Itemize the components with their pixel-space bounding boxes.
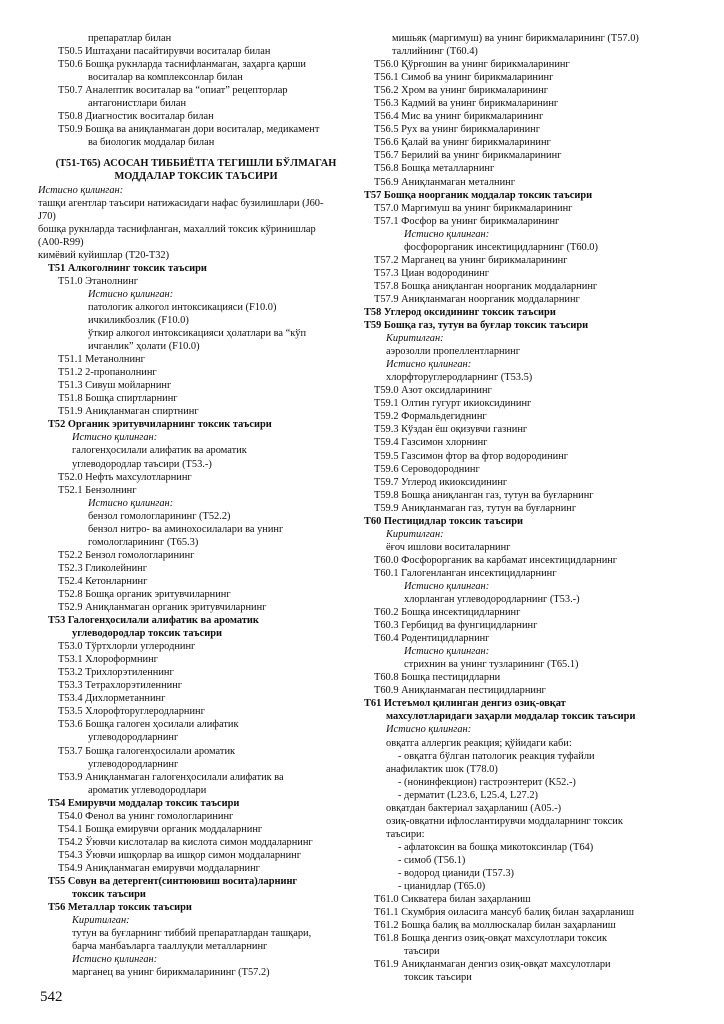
text-line: анафилактик шок (T78.0) bbox=[386, 763, 498, 775]
text-line: патологик алкогол интоксикацияси (F10.0) bbox=[88, 301, 277, 313]
text-line: T51.2 2-пропанолнинг bbox=[58, 367, 157, 379]
text-line: T56.2 Хром ва унинг бирикмаларининг bbox=[374, 85, 549, 97]
text-line: - овқатга бўлган патологик реакция туфайли bbox=[398, 750, 595, 762]
text-line: ичганлик” ҳолати (F10.0) bbox=[88, 341, 200, 353]
text-line: углеводородларнинг bbox=[88, 732, 179, 744]
text-line: - симоб (T56.1) bbox=[398, 854, 466, 866]
text-line: - (нонинфекцион) гастроэнтерит (K52.-) bbox=[398, 776, 576, 788]
text-line: T53.0 Тўртхлорли углероднинг bbox=[58, 641, 196, 653]
text-line: T52.8 Бошқа органик эритувчиларнинг bbox=[58, 588, 231, 600]
text-line: T56.6 Қалай ва унинг бирикмаларининг bbox=[374, 137, 551, 149]
text-line: бензол гомологларининг (T52.2) bbox=[88, 510, 231, 522]
text-line: кимёвий куйишлар (T20-T32) bbox=[38, 249, 170, 261]
text-line: ўткир алкогол интоксикацияси ҳолатлари ва “кўп bbox=[88, 328, 307, 340]
text-line: тутун ва буғларнинг тиббий препаратлардан ташқари, bbox=[72, 928, 312, 940]
text-line: T54.9 Аниқланмаган емирувчи моддаларнинг bbox=[58, 862, 260, 874]
text-line: - цианидлар (T65.0) bbox=[398, 881, 486, 893]
section-heading: токсик таъсири bbox=[72, 889, 146, 901]
text-line: T54.2 Ўювчи кислоталар ва кислота симон моддаларнинг bbox=[58, 836, 313, 848]
section-heading: T55 Совун ва детергент(синтюювиш восита)ларнинг bbox=[48, 876, 298, 887]
text-line: T59.0 Азот оксидларининг bbox=[374, 385, 492, 397]
text-line: T52.4 Кетонларнинг bbox=[58, 575, 148, 587]
text-line: T59.2 Формальдегиднинг bbox=[374, 411, 487, 423]
section-heading: T59 Бошқа газ, тутун ва буғлар токсик таъсири bbox=[364, 320, 589, 332]
text-line: T57.3 Циан водородининг bbox=[374, 267, 490, 279]
note-label: Истисно қилинган: bbox=[404, 228, 490, 240]
text-line: гомологларининг (T65.3) bbox=[88, 536, 199, 548]
note-label: Истисно қилинган: bbox=[404, 580, 490, 592]
text-line: препаратлар билан bbox=[88, 33, 172, 44]
page-number: 542 bbox=[40, 989, 63, 1005]
text-line: T53.7 Бошқа галогенҳосилали ароматик bbox=[58, 745, 236, 757]
section-heading: T52 Органик эритувчиларнинг токсик таъсири bbox=[48, 419, 272, 431]
text-line: T57.2 Марганец ва унинг бирикмаларининг bbox=[374, 254, 568, 266]
text-line: - афлатоксин ва бошқа микотоксинлар (T64) bbox=[398, 841, 594, 853]
text-line: T61.1 Скумбрия оиласига мансуб балиқ билан заҳарланиш bbox=[374, 907, 634, 919]
left-column bbox=[38, 32, 354, 979]
text-line: токсик таъсири bbox=[404, 972, 472, 984]
text-line: T59.1 Олтин гугурт икиоксидининг bbox=[374, 398, 532, 410]
text-line: - дерматит (L23.6, L25.4, L27.2) bbox=[398, 789, 538, 801]
note-label: Истисно қилинган: bbox=[386, 359, 472, 371]
text-line: T50.8 Диагностик воситалар билан bbox=[58, 111, 214, 123]
text-line: T56.1 Симоб ва унинг бирикмаларининг bbox=[374, 72, 554, 84]
text-line: T59.4 Газсимон хлорнинг bbox=[374, 437, 488, 449]
text-line: T54.1 Бошқа емирувчи органик моддаларнинг bbox=[58, 823, 263, 835]
text-line: ичкиликбозлик (F10.0) bbox=[88, 314, 189, 326]
text-line: ва биологик моддалар билан bbox=[88, 137, 215, 149]
text-line: хлорфторуглеродларнинг (T53.5) bbox=[386, 372, 533, 384]
text-line: таллийнинг (T60.4) bbox=[392, 46, 478, 58]
text-line: ташқи агентлар таъсири натижасидаги нафас бузилишлари (J60- bbox=[38, 197, 324, 209]
note-label: Киритилган: bbox=[72, 915, 130, 927]
text-line: T52.0 Нефть махсулотларнинг bbox=[58, 471, 192, 483]
text-line: T60.8 Бошқа пестицидларни bbox=[374, 672, 501, 684]
text-line: J70) bbox=[38, 210, 56, 222]
text-line: T53.6 Бошқа галоген ҳосилали алифатик bbox=[58, 719, 239, 731]
text-line: T60.3 Гербицид ва фунгицидларнинг bbox=[374, 620, 538, 632]
text-line: T56.7 Берилий ва унинг бирикмаларининг bbox=[374, 150, 562, 162]
text-line: T52.1 Бензолнинг bbox=[58, 484, 137, 496]
text-line: T59.7 Углерод икиоксидининг bbox=[374, 476, 508, 488]
text-line: T57.9 Аниқланмаган ноорганик моддаларнинг bbox=[374, 293, 580, 305]
text-line: T50.6 Бошқа рукнларда таснифланмаган, заҳарга қарши bbox=[58, 59, 306, 71]
note-label: Истисно қилинган: bbox=[88, 497, 174, 509]
section-heading: T54 Емирувчи моддалар токсик таъсири bbox=[48, 797, 240, 809]
text-line: T59.5 Газсимон фтор ва фтор водородининг bbox=[374, 450, 569, 462]
text-line: таъсири: bbox=[386, 828, 425, 840]
text-line: T60.9 Аниқланмаган пестицидларнинг bbox=[374, 685, 546, 697]
text-line: T59.6 Сероводороднинг bbox=[374, 463, 480, 475]
text-line: T60.2 Бошқа инсектицидларнинг bbox=[374, 607, 521, 619]
text-line: T56.8 Бошқа металларнинг bbox=[374, 163, 495, 175]
text-line: овқатдан бактериал заҳарланиш (A05.-) bbox=[386, 802, 562, 814]
text-line: T53.2 Трихлорэтиленнинг bbox=[58, 667, 174, 679]
right-column bbox=[364, 32, 694, 984]
text-line: барча манбаъларга тааллуқли металларнинг bbox=[72, 941, 268, 953]
text-line: T59.3 Кўздан ёш оқизувчи газнинг bbox=[374, 424, 528, 436]
text-line: T61.9 Аниқланмаган денгиз озиқ-овқат махсулотлари bbox=[374, 959, 611, 971]
section-heading: МОДДАЛАР ТОКСИК ТАЪСИРИ bbox=[114, 171, 278, 183]
text-line: углеводородлар таъсири (T53.-) bbox=[72, 458, 212, 470]
note-label: Истисно қилинган: bbox=[386, 724, 472, 736]
section-heading: углеводородлар токсик таъсири bbox=[72, 628, 222, 640]
text-line: бошқа рукнларда таснифланган, махаллий токсик кўринишлар bbox=[38, 223, 316, 235]
text-line: T51.8 Бошқа спиртларнинг bbox=[58, 393, 178, 405]
text-line: T57.0 Маргимуш ва унинг бирикмаларининг bbox=[374, 202, 573, 214]
note-label: Истисно қилинган: bbox=[38, 184, 124, 196]
text-line: T54.3 Ўювчи ишқорлар ва ишқор симон моддаларнинг bbox=[58, 849, 301, 861]
text-line: овқатга аллергик реакция; қўйидаги каби: bbox=[386, 737, 572, 749]
text-line: T59.8 Бошқа аниқланган газ, тутун ва буғларнинг bbox=[374, 489, 594, 501]
section-heading: T51 Алкоголнинг токсик таъсири bbox=[48, 262, 207, 274]
text-line: T56.3 Кадмий ва унинг бирикмаларининг bbox=[374, 98, 559, 110]
note-label: Истисно қилинган: bbox=[404, 646, 490, 658]
text-line: антагонистлари билан bbox=[88, 98, 187, 110]
section-heading: махсулотларидаги заҳарли моддалар токсик таъсири bbox=[386, 711, 636, 723]
text-line: углеводородларнинг bbox=[88, 758, 179, 770]
text-line: T52.3 Гликолейнинг bbox=[58, 562, 147, 574]
text-line: галогенҳосилали алифатик ва ароматик bbox=[72, 445, 247, 457]
text-line: T60.4 Родентицидларнинг bbox=[374, 633, 490, 645]
text-line: T57.8 Бошқа аниқланган ноорганик моддаларнинг bbox=[374, 280, 598, 292]
text-line: T60.1 Галогенланган инсектицидларнинг bbox=[374, 567, 557, 579]
text-line: T51.0 Этанолнинг bbox=[58, 275, 139, 287]
section-heading: T58 Углерод оксидининг токсик таъсири bbox=[364, 306, 556, 318]
text-line: T57.1 Фосфор ва унинг бирикмаларининг bbox=[374, 215, 560, 227]
note-label: Истисно қилинган: bbox=[88, 288, 174, 300]
text-line: озиқ-овқатни ифлослантирувчи моддаларнинг токсик bbox=[386, 815, 623, 827]
text-line: T61.2 Бошқа балиқ ва моллюскалар билан заҳарланиш bbox=[374, 920, 616, 932]
text-line: воситалар ва комплексонлар билан bbox=[88, 72, 243, 84]
text-line: мишьяк (маргимуш) ва унинг бирикмаларининг (T57.0) bbox=[392, 33, 639, 44]
text-line: T56.5 Рух ва унинг бирикмаларининг bbox=[374, 124, 540, 136]
text-line: T51.3 Сивуш мойларнинг bbox=[58, 380, 172, 392]
text-line: T53.3 Тетрахлорэтиленнинг bbox=[58, 680, 183, 692]
section-heading: T61 Истеъмол қилинган денгиз озиқ-овқат bbox=[364, 698, 566, 710]
text-line: фосфорорганик инсектицидларнинг (T60.0) bbox=[404, 241, 598, 253]
note-label: Истисно қилинган: bbox=[72, 954, 158, 966]
text-line: T52.9 Аниқланмаган органик эритувчиларнинг bbox=[58, 602, 267, 614]
text-line: таъсири bbox=[404, 946, 440, 958]
section-heading: T60 Пестицидлар токсик таъсири bbox=[364, 515, 523, 527]
section-gap bbox=[38, 149, 354, 157]
section-heading: T56 Металлар токсик таъсири bbox=[48, 902, 192, 914]
text-line: аэрозолли пропеллентларнинг bbox=[386, 346, 520, 358]
text-line: T53.9 Аниқланмаган галогенҳосилали алифатик ва bbox=[58, 771, 284, 783]
text-line: хлорланган углеводородларнинг (T53.-) bbox=[404, 594, 580, 606]
text-line: бензол нитро- ва аминохосилалари ва унинг bbox=[88, 523, 284, 535]
note-label: Киритилган: bbox=[386, 333, 444, 345]
text-line: T50.5 Иштаҳани пасайтирувчи воситалар билан bbox=[58, 46, 271, 58]
section-heading: T57 Бошқа ноорганик моддалар токсик таъсири bbox=[364, 189, 593, 201]
text-line: T51.9 Аниқланмаган спиртнинг bbox=[58, 406, 199, 418]
note-label: Киритилган: bbox=[386, 528, 444, 540]
text-line: марганец ва унинг бирикмаларининг (T57.2) bbox=[72, 967, 270, 979]
text-line: T56.0 Қўрғошин ва унинг бирикмаларининг bbox=[374, 59, 570, 71]
text-line: T59.9 Аниқланмаган газ, тутун ва буғларнинг bbox=[374, 502, 577, 514]
text-line: T50.7 Аналептик воситалар ва “опиат” рецепторлар bbox=[58, 85, 288, 97]
section-heading: (T51-T65) АСОСАН ТИББИЁТГА ТЕГИШЛИ БЎЛМАГАН bbox=[55, 158, 337, 170]
text-line: T61.8 Бошқа денгиз озиқ-овқат махсулотлари токсик bbox=[374, 933, 608, 945]
text-line: T52.2 Бензол гомологларининг bbox=[58, 549, 195, 561]
text-line: (A00-R99) bbox=[38, 236, 84, 248]
section-heading: T53 Галогенҳосилали алифатик ва ароматик bbox=[48, 615, 259, 627]
text-line: ароматик углеводородлари bbox=[88, 784, 207, 796]
text-line: T53.4 Дихлорметаннинг bbox=[58, 693, 166, 705]
text-line: T60.0 Фосфорорганик ва карбамат инсектицидларнинг bbox=[374, 554, 618, 566]
text-line: - водород цианиди (T57.3) bbox=[398, 868, 514, 879]
text-line: T56.4 Мис ва унинг бирикмаларининг bbox=[374, 111, 544, 123]
text-line: T56.9 Аниқланмаган металнинг bbox=[374, 176, 515, 188]
text-line: T53.1 Хлороформнинг bbox=[58, 654, 158, 666]
text-line: T53.5 Хлорофторуглеродларнинг bbox=[58, 706, 205, 718]
text-line: T61.0 Сикватера билан заҳарланиш bbox=[374, 894, 531, 906]
note-label: Истисно қилинган: bbox=[72, 432, 158, 444]
text-line: T54.0 Фенол ва унинг гомологларининг bbox=[58, 810, 234, 822]
text-line: T50.9 Бошқа ва аниқланмаган дори воситалар, медикамент bbox=[58, 124, 320, 136]
text-line: ёғоч ишлови воситаларнинг bbox=[386, 541, 511, 553]
text-line: стрихнин ва унинг тузларининг (T65.1) bbox=[404, 659, 579, 671]
text-line: T51.1 Метанолнинг bbox=[58, 354, 145, 366]
